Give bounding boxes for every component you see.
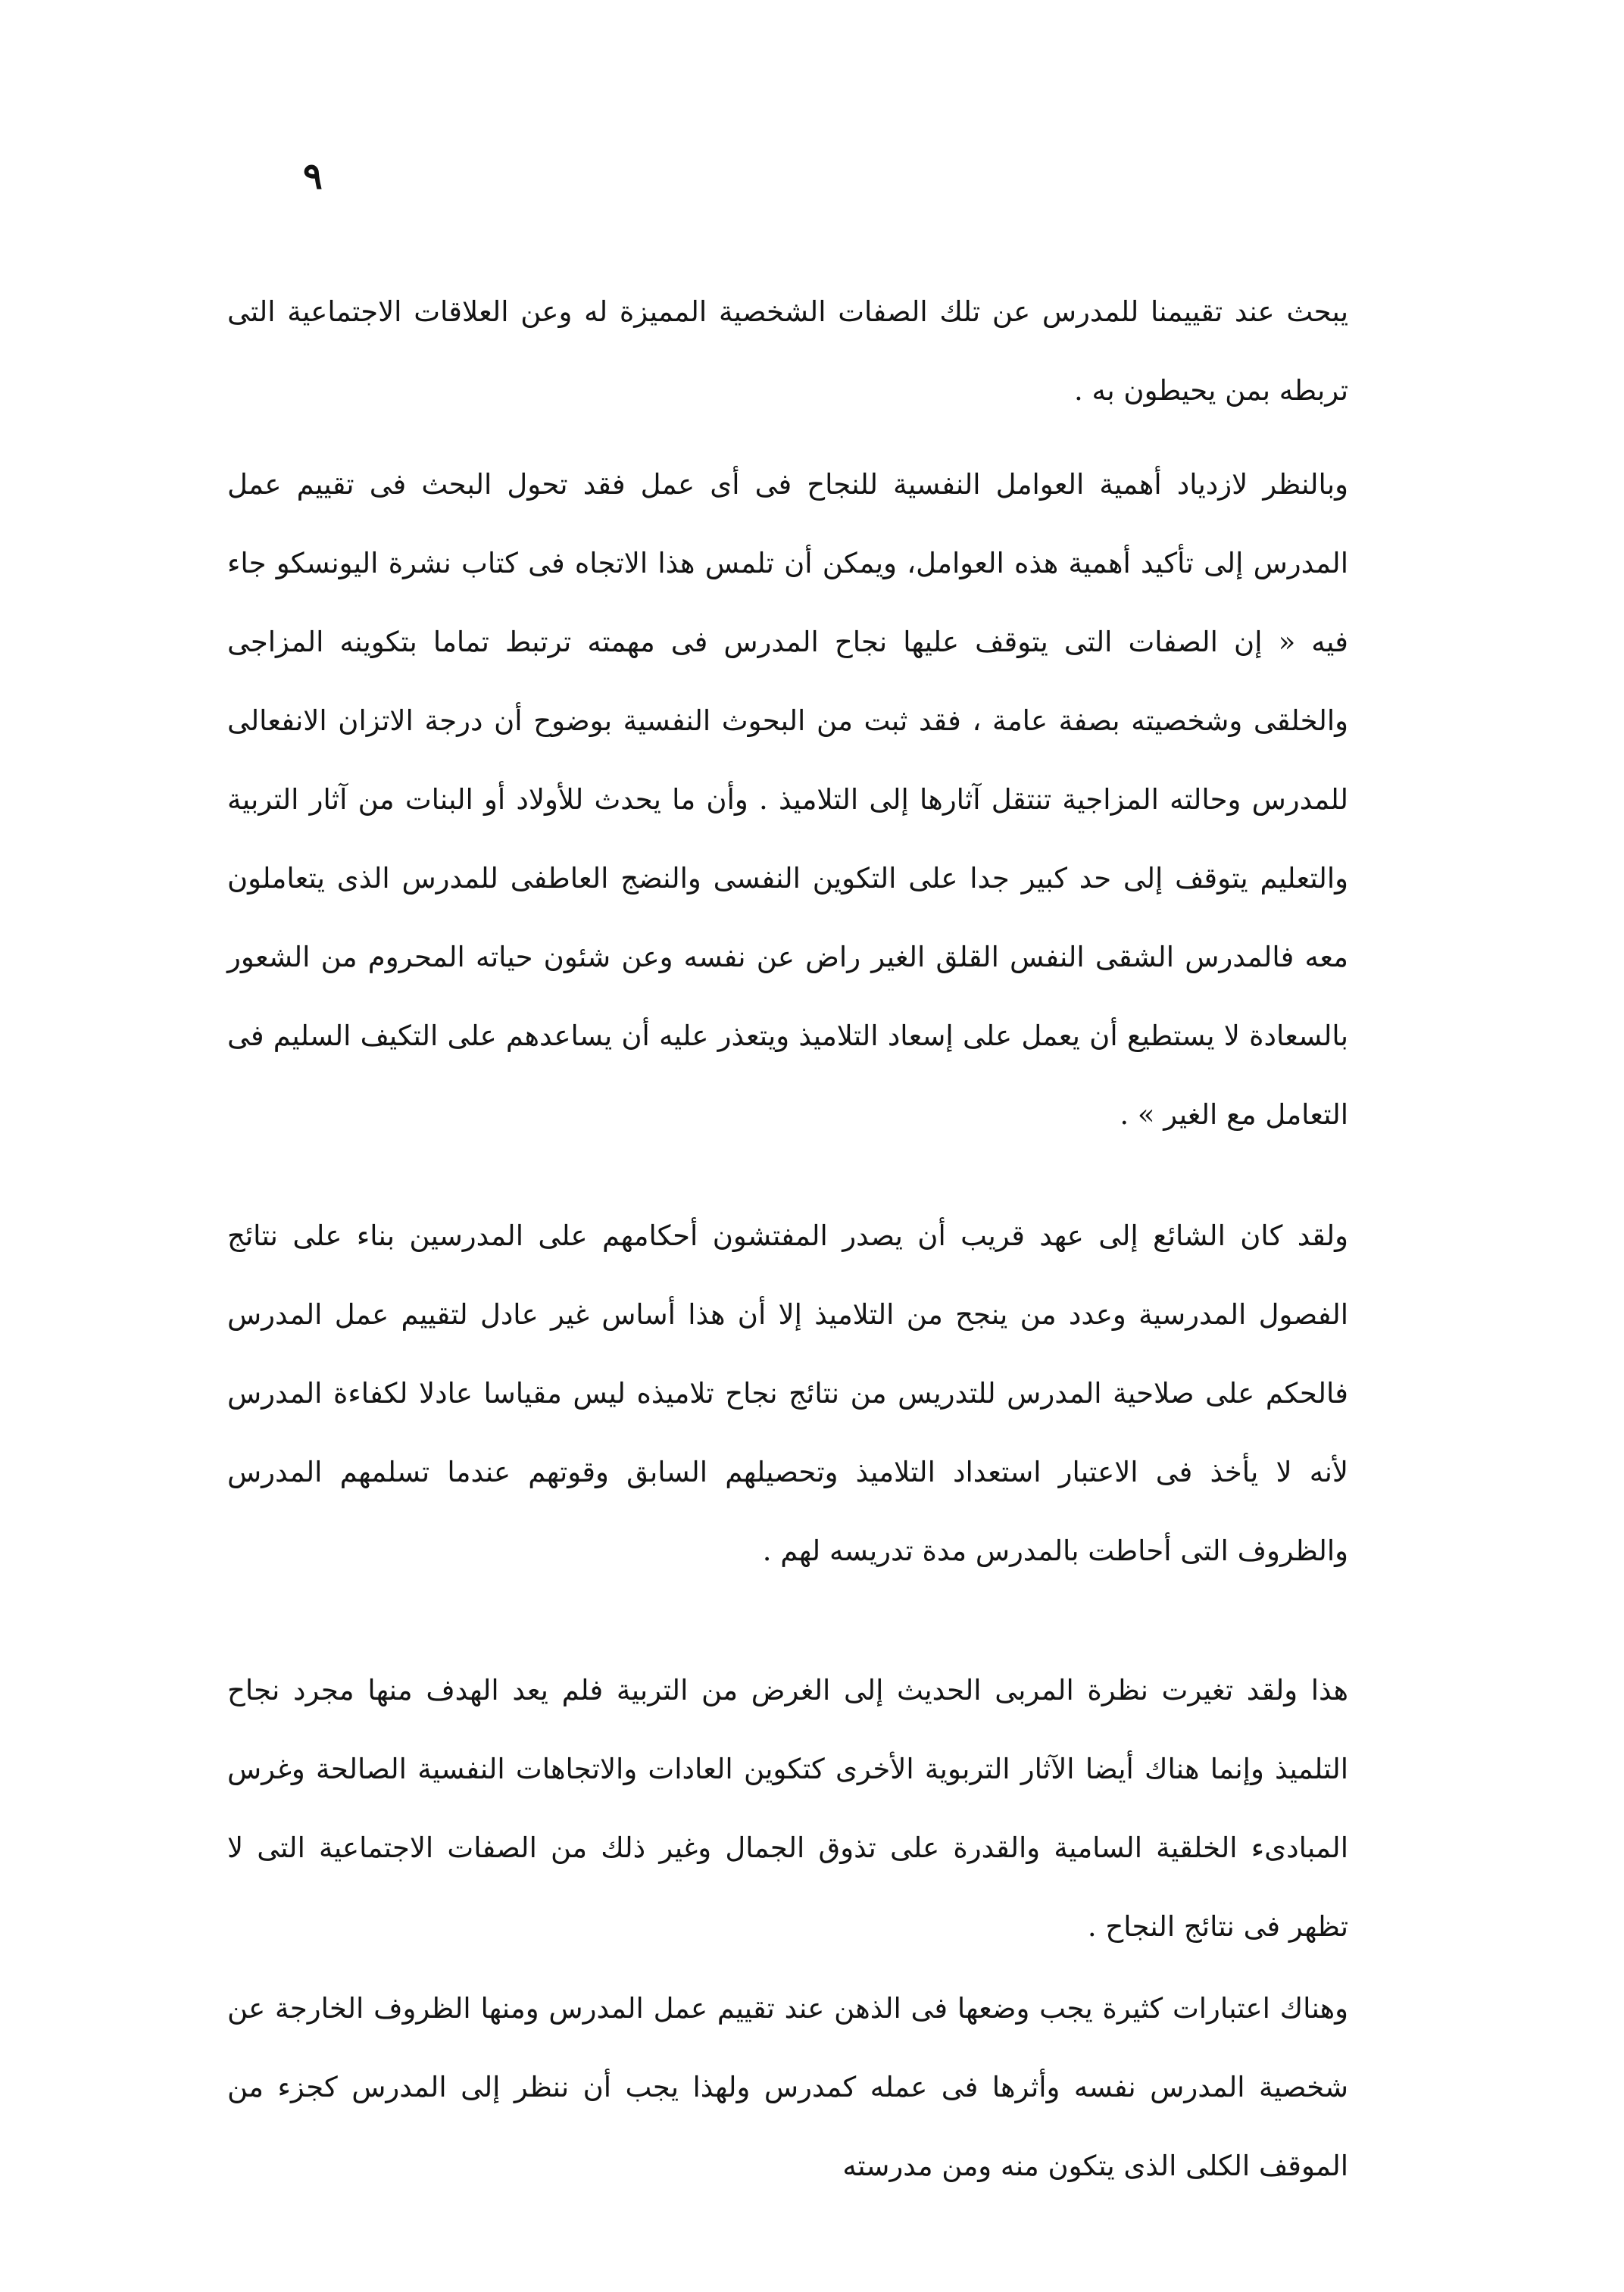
page-number: ٩ [303,155,323,198]
paragraph-1: يبحث عند تقييمنا للمدرس عن تلك الصفات الشخصية المميزة له وعن العلاقات الاجتماعية التى تربطه بمن يحيطون به . [227,295,1348,407]
paragraph-4: هذا ولقد تغيرت نظرة المربى الحديث إلى الغرض من التربية فلم يعد الهدف منها مجرد نجاح التلميذ وإنما هناك أيضا الآثار التربوية الأخرى كتكوين العادات والاتجاهات النفسية الصالحة وغرس المبادىء الخلقية السامية والقدرة على تذوق الجمال وغير ذلك من الصفات الاجتماعية التى لا تظهر فى نتائج النجاح . [227,1674,1348,1943]
paragraph-2: وبالنظر لازدياد أهمية العوامل النفسية للنجاح فى أى عمل فقد تحول البحث فى تقييم عمل المدرس إلى تأكيد أهمية هذه العوامل، ويمكن أن تلمس هذا الاتجاه فى كتاب نشرة اليونسكو جاء فيه « إن الصفات التى يتوقف عليها نجاح المدرس فى مهمته ترتبط تماما بتكوينه المزاجى والخلقى وشخصيته بصفة عامة ، فقد ثبت من البحوث النفسية بوضوح أن درجة الاتزان الانفعالى للمدرس وحالته المزاجية تنتقل آثارها إلى التلاميذ . وأن ما يحدث للأولاد أو البنات من آثار التربية والتعليم يتوقف إلى حد كبير جدا على التكوين النفسى والنضج العاطفى للمدرس الذى يتعاملون معه فالمدرس الشقى النفس القلق الغير راض عن نفسه وعن شئون حياته المحروم من الشعور بالسعادة لا يستطيع أن يعمل على إسعاد التلاميذ ويتعذر عليه أن يساعدهم على التكيف السليم فى التعامل مع الغير » . [227,468,1348,1131]
paragraph-3: ولقد كان الشائع إلى عهد قريب أن يصدر المفتشون أحكامهم على المدرسين بناء على نتائج الفصول المدرسية وعدد من ينجح من التلاميذ إلا أن هذا أساس غير عادل لتقييم عمل المدرس فالحكم على صلاحية المدرس للتدريس من نتائج نجاح تلاميذه ليس مقياسا عادلا لكفاءة المدرس لأنه لا يأخذ فى الاعتبار استعداد التلاميذ وتحصيلهم السابق وقوتهم عندما تسلمهم المدرس والظروف التى أحاطت بالمدرس مدة تدريسه لهم . [227,1219,1349,1567]
paragraph-5: وهناك اعتبارات كثيرة يجب وضعها فى الذهن عند تقييم عمل المدرس ومنها الظروف الخارجة عن شخصية المدرس نفسه وأثرها فى عمله كمدرس ولهذا يجب أن ننظر إلى المدرس كجزء من الموقف الكلى الذى يتكون منه ومن مدرسته [227,1992,1348,2182]
